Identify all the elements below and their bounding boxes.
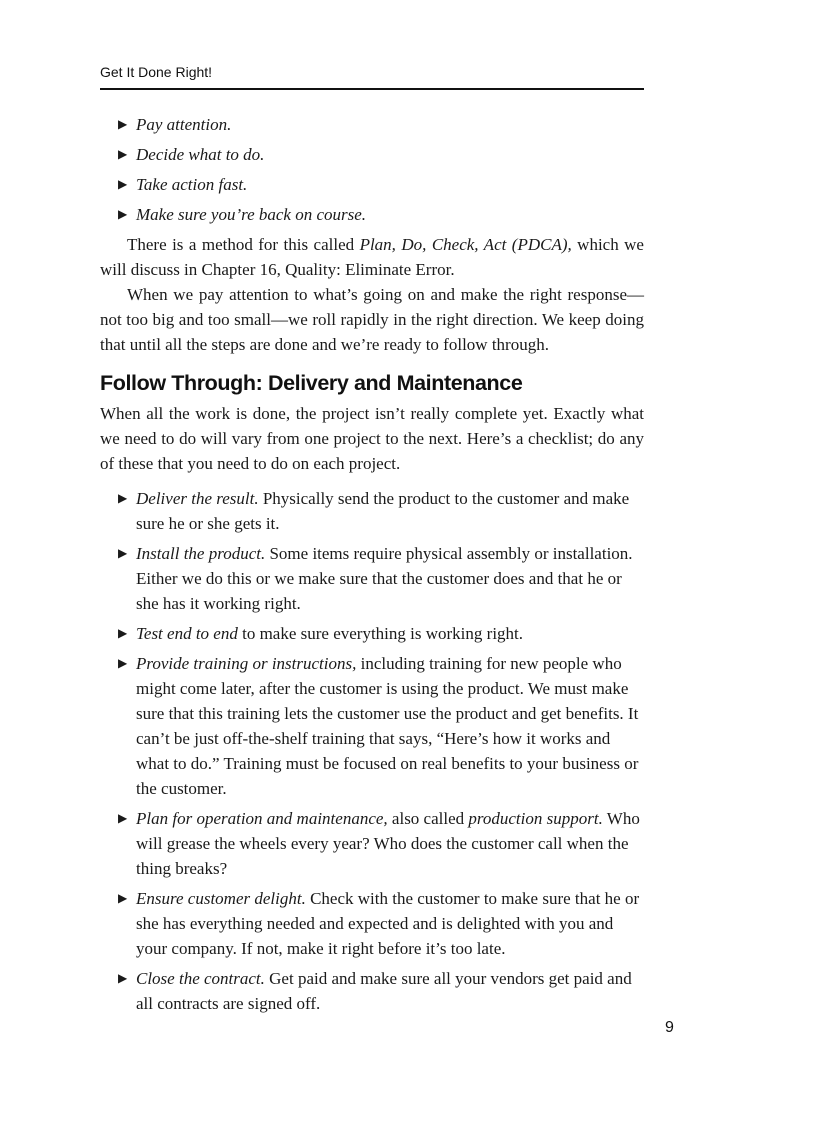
list-item: ▶ Test end to end to make sure everything is working right. bbox=[100, 621, 644, 646]
bullet-arrow-icon: ▶ bbox=[118, 656, 128, 670]
bullet-arrow-icon: ▶ bbox=[118, 117, 128, 131]
bullet-arrow-icon: ▶ bbox=[118, 207, 128, 221]
list-item: ▶ Ensure customer delight. Check with the customer to make sure that he or she has everything needed and expected and is delighted with you and your company. If not, make it right before it’s too late. bbox=[100, 886, 644, 961]
list-item: ▶ Take action fast. bbox=[100, 172, 644, 197]
page-body bbox=[100, 112, 644, 1021]
list-item: ▶ Make sure you’re back on course. bbox=[100, 202, 644, 227]
bullet-arrow-icon: ▶ bbox=[118, 546, 128, 560]
body-paragraph: There is a method for this called Plan, Do, Check, Act (PDCA), which we will discuss in Chapter 16, Quality: Eliminate Error. bbox=[100, 235, 644, 279]
bullet-arrow-icon: ▶ bbox=[118, 147, 128, 161]
running-head: Get It Done Right! bbox=[100, 64, 213, 80]
bullet-arrow-icon: ▶ bbox=[118, 491, 128, 505]
bullet-arrow-icon: ▶ bbox=[118, 971, 128, 985]
bullet-arrow-icon: ▶ bbox=[118, 811, 128, 825]
list-item: ▶ Install the product. Some items require physical assembly or installation. Either we do this or we make sure that the customer does and that he or she has it working right. bbox=[100, 541, 644, 616]
list-item: ▶ Plan for operation and maintenance, also called production support. Who will grease the wheels every year? Who does the customer call when the thing breaks? bbox=[100, 806, 644, 881]
list-item: ▶ Provide training or instructions, including training for new people who might come later, after the customer is using the product. We must make sure that this training lets the customer use the product and get benefits. It can’t be just off-the-shelf training that says, “Here’s how it works and what to do.” Training must be focused on real benefits to your business or the customer. bbox=[100, 651, 644, 801]
list-item: ▶ Pay attention. bbox=[100, 112, 644, 137]
section-heading: Follow Through: Delivery and Maintenance bbox=[100, 371, 523, 395]
checklist bbox=[100, 486, 644, 1016]
bullet-arrow-icon: ▶ bbox=[118, 891, 128, 905]
bullet-arrow-icon: ▶ bbox=[118, 177, 128, 191]
body-paragraph: When we pay attention to what’s going on and make the right response—not too big and too small—we roll rapidly in the right direction. We keep doing that until all the steps are done and we’re ready to follow through. bbox=[100, 285, 644, 354]
list-item: ▶ Close the contract. Get paid and make sure all your vendors get paid and all contracts are signed off. bbox=[100, 966, 644, 1016]
section-intro-paragraph: When all the work is done, the project isn’t really complete yet. Exactly what we need to do will vary from one project to the next. Here’s a checklist; do any of these that you need to do on each project. bbox=[100, 404, 644, 473]
page-number: 9 bbox=[665, 1019, 674, 1036]
intro-bullet-list bbox=[100, 112, 644, 227]
header-rule bbox=[100, 88, 644, 90]
list-item: ▶ Decide what to do. bbox=[100, 142, 644, 167]
bullet-arrow-icon: ▶ bbox=[118, 626, 128, 640]
list-item: ▶ Deliver the result. Physically send the product to the customer and make sure he or she gets it. bbox=[100, 486, 644, 536]
